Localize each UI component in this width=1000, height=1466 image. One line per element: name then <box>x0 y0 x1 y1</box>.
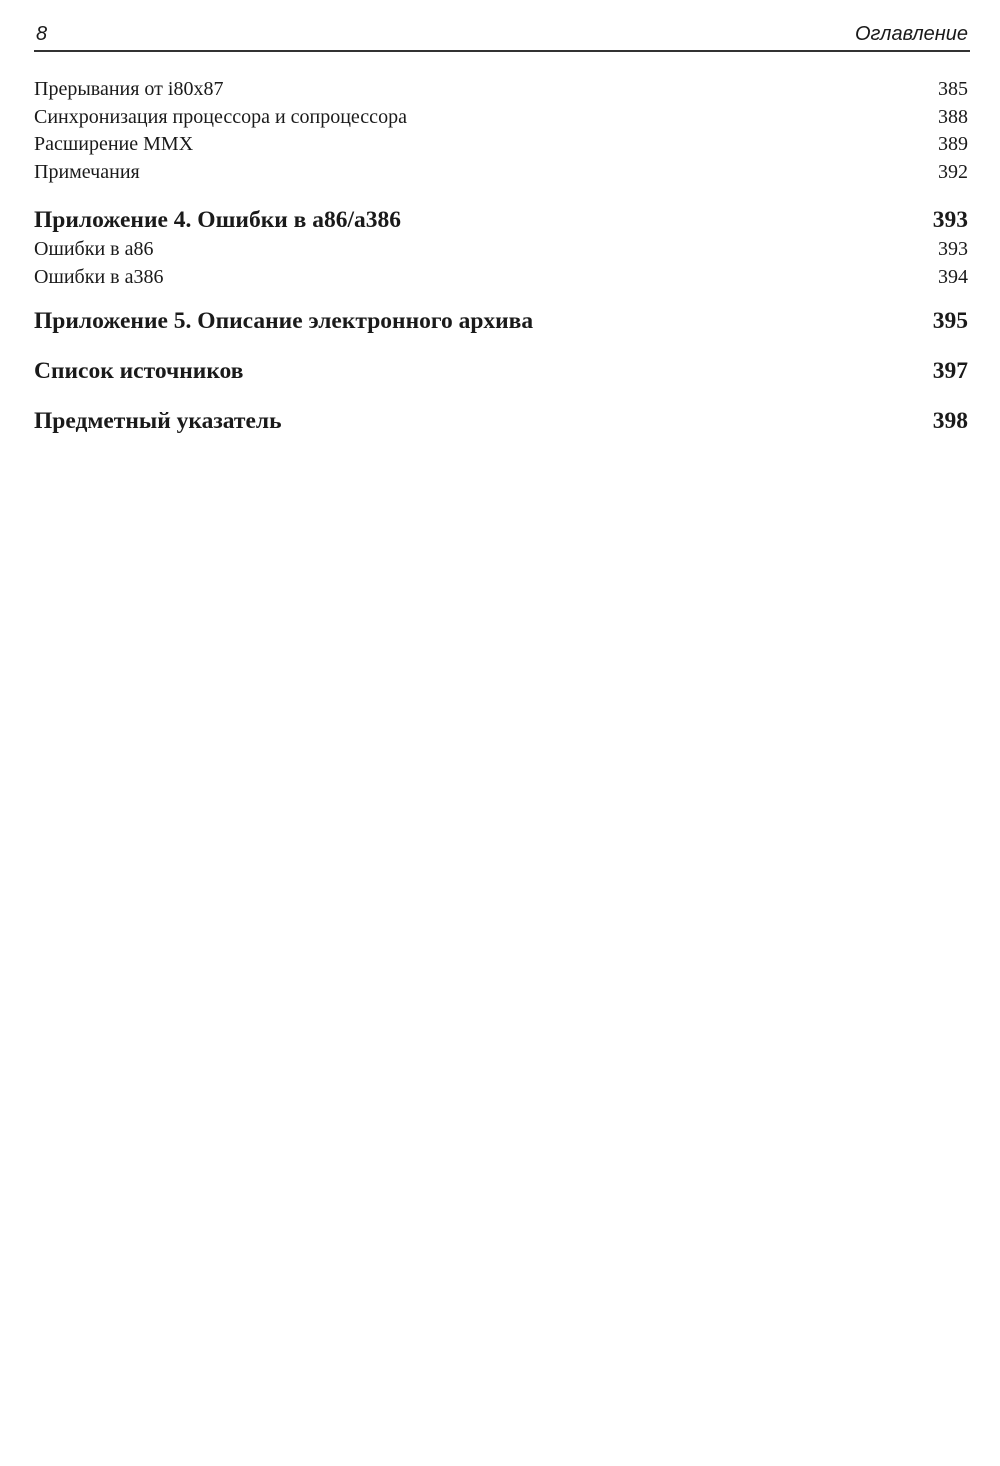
table-of-contents <box>34 76 968 437</box>
running-header <box>34 22 970 52</box>
page-number: 8 <box>36 23 48 45</box>
toc-entry-interrupts[interactable] <box>34 76 968 104</box>
toc-entry-label: Ошибки в a386 <box>34 265 164 288</box>
toc-entry-errors-a86[interactable] <box>34 236 968 264</box>
toc-entry-label: Примечания <box>34 160 140 183</box>
toc-entry-page: 395 <box>932 308 968 334</box>
toc-entry-page: 385 <box>938 78 968 100</box>
running-title: Оглавление <box>854 23 968 45</box>
toc-entry-page: 398 <box>932 408 968 434</box>
toc-entry-label: Приложение 5. Описание электронного архива <box>34 308 534 334</box>
toc-entry-page: 389 <box>938 133 968 155</box>
toc-entry-notes[interactable] <box>34 159 968 187</box>
toc-entry-label: Ошибки в a86 <box>34 238 154 260</box>
toc-entry-page: 392 <box>938 160 968 183</box>
toc-entry-label: Прерывания от i80x87 <box>34 78 224 100</box>
toc-entry-label: Расширение MMX <box>34 133 194 155</box>
toc-entry-label: Синхронизация процессора и сопроцессора <box>34 105 407 128</box>
toc-entry-sync[interactable] <box>34 104 968 132</box>
toc-entry-label: Приложение 4. Ошибки в a86/a386 <box>34 207 401 233</box>
toc-entry-mmx[interactable] <box>34 131 968 159</box>
toc-entry-errors-a386[interactable] <box>34 264 968 292</box>
toc-entry-sources[interactable] <box>34 355 968 387</box>
toc-entry-label: Предметный указатель <box>34 408 282 434</box>
toc-entry-page: 393 <box>932 207 968 233</box>
toc-entry-label: Список источников <box>34 358 244 384</box>
toc-entry-appendix-5[interactable] <box>34 305 968 337</box>
toc-entry-appendix-4[interactable] <box>34 204 968 236</box>
toc-entry-page: 397 <box>932 358 968 384</box>
toc-entry-page: 393 <box>938 238 968 260</box>
toc-entry-page: 388 <box>938 105 968 128</box>
toc-entry-page: 394 <box>938 265 968 288</box>
toc-entry-index[interactable] <box>34 405 968 437</box>
